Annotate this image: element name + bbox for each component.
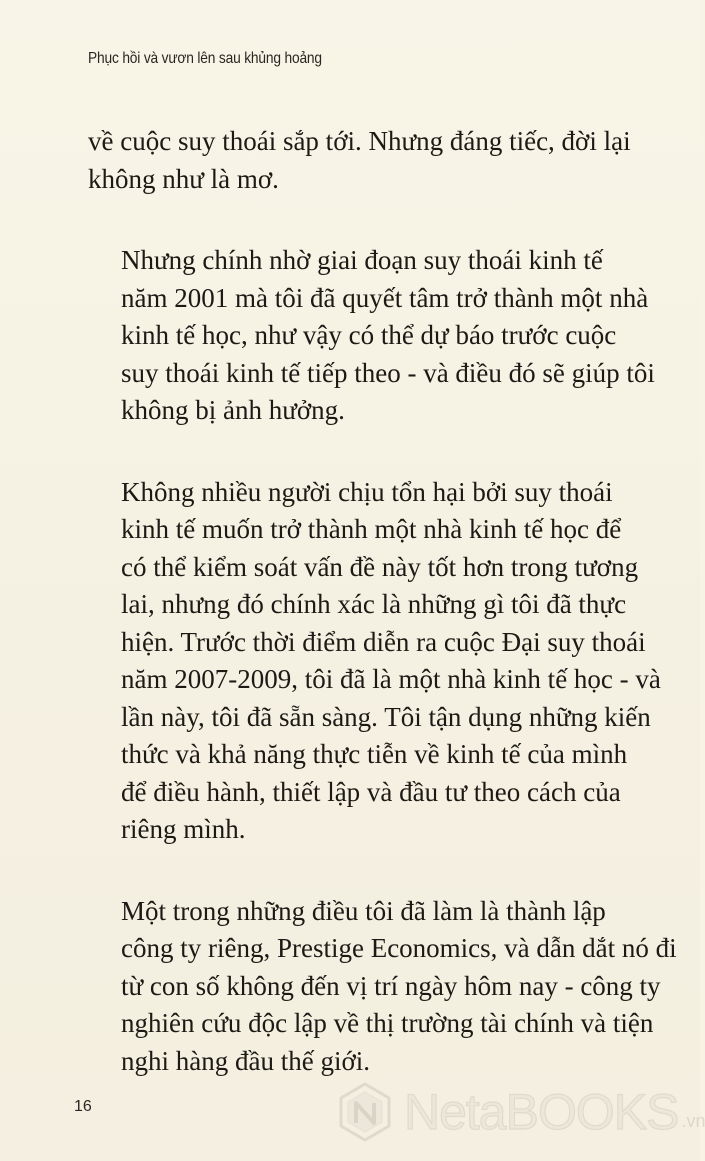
text-line: thức và khả năng thực tiễn về kinh tế của mình [121,739,628,769]
text-line: năm 2001 mà tôi đã quyết tâm trở thành một nhà [121,282,649,313]
text-line: năm 2007-2009, tôi đã là một nhà kinh tế học - và [121,664,661,694]
text-line: lai, nhưng đó chính xác là những gì tôi đã thực [121,589,627,619]
text-line: Không nhiều người chịu tổn hại bởi suy thoái [121,476,613,507]
text-line: kinh tế học, như vậy có thể dự báo trước cuộc [121,320,617,350]
text-line: kinh tế muốn trở thành một nhà kinh tế học để [121,514,622,544]
text-line: có thể kiểm soát vấn đề này tốt hơn trong tương [121,551,639,582]
watermark [334,1072,705,1152]
text-line: để điều hành, thiết lập và đầu tư theo cách của [121,776,621,807]
paragraph-3 [88,474,661,849]
page-number: 16 [74,1098,92,1115]
text-line: nghi hàng đầu thế giới. [121,1045,370,1076]
running-head: Phục hồi và vươn lên sau khủng hoảng [88,50,322,67]
paragraph-2 [88,242,655,430]
text-line: từ con số không đến vị trí ngày hôm nay - công ty [121,970,661,1001]
text-line: Một trong những điều tôi đã làm là thành lập [121,895,606,926]
text-line: hiện. Trước thời điểm diễn ra cuộc Đại suy thoái [121,626,646,657]
paragraph-4 [88,893,677,1081]
text-line: công ty riêng, Prestige Economics, và dẫn dắt nó đi [121,933,677,963]
paragraph-1 [88,123,640,198]
text-line: không như là mơ. [88,163,279,194]
text-line: riêng mình. [121,814,246,844]
text-line: về cuộc suy thoái sắp tới. Nhưng đáng tiếc, đời lại [88,126,631,156]
body-text [88,123,677,1080]
text-line: Nhưng chính nhờ giai đoạn suy thoái kinh tế [121,245,603,275]
watermark-suffix: .vn [681,1111,705,1131]
text-line: nghiên cứu độc lập về thị trường tài chính và tiện [121,1008,654,1038]
text-line: suy thoái kinh tế tiếp theo - và điều đó sẽ giúp tôi [121,357,655,388]
text-line: không bị ảnh hưởng. [121,395,345,425]
text-line: lần này, tôi đã sẵn sàng. Tôi tận dụng những kiến [121,701,651,732]
watermark-brand: NetaBOOKS [404,1084,679,1140]
netabooks-logo-icon [334,1081,396,1143]
